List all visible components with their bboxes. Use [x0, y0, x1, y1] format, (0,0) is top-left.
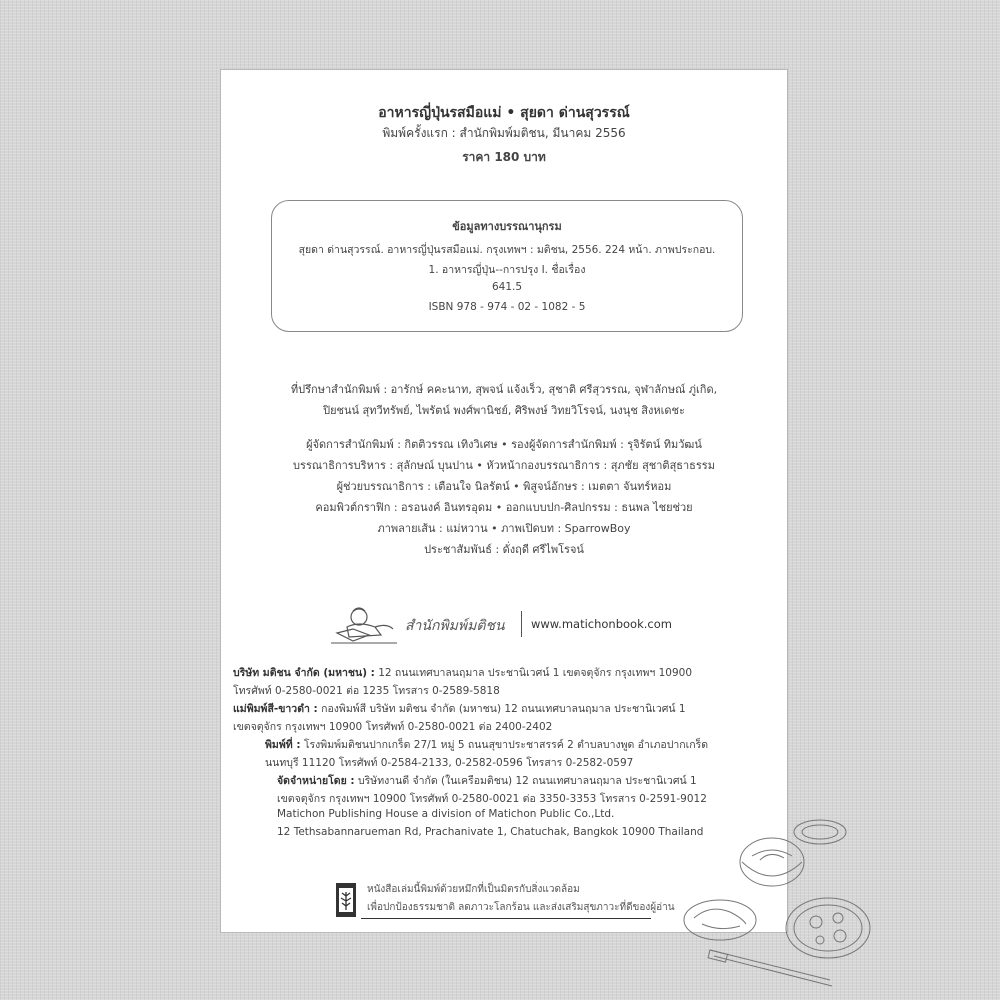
cataloging-line: ISBN 978 - 974 - 02 - 1082 - 5 — [428, 301, 586, 313]
publisher-line: 12 Tethsabannarueman Rd, Prachanivate 1, Chatuchak, Bangkok 10900 Thailand — [277, 826, 704, 838]
publisher-website: www.matichonbook.com — [531, 617, 672, 631]
eco-notice-line: เพื่อปกป้องธรรมชาติ ลดภาวะโลกร้อน และส่งเสริมสุขภาวะที่ดีของผู้อ่าน — [367, 902, 675, 913]
staff-line: ภาพลายเส้น : แม่หวาน • ภาพเปิดบท : SparrowBoy — [377, 522, 631, 535]
publisher-line: เขตจตุจักร กรุงเทพฯ 10900 โทรศัพท์ 0-2580-0021 ต่อ 2400-2402 — [233, 721, 553, 733]
publisher-line: บริษัท มติชน จำกัด (มหาชน) : 12 ถนนเทศบาลนฤมาล ประชานิเวศน์ 1 เขตจตุจักร กรุงเทพฯ 10900 — [233, 667, 692, 679]
staff-line: ผู้จัดการสำนักพิมพ์ : กิตติวรรณ เทิงวิเศษ • รองผู้จัดการสำนักพิมพ์ : รุจิรัตน์ ทิมวัฒน์ — [306, 438, 702, 451]
advisors-line: ปิยชนน์ สุทวีทรัพย์, ไพรัตน์ พงศ์พานิชย์, ศิริพงษ์ วิทยวิโรจน์, นงนุช สิงหเดชะ — [323, 404, 685, 417]
publisher-logo-text: สำนักพิมพ์มติชน — [405, 618, 505, 634]
staff-line: ผู้ช่วยบรรณาธิการ : เตือนใจ นิลรัตน์ • พิสูจน์อักษร : เมตตา จันทร์หอม — [336, 480, 672, 493]
publisher-line: โทรศัพท์ 0-2580-0021 ต่อ 1235 โทรสาร 0-2589-5818 — [233, 685, 500, 697]
recycle-leaf-book-icon — [335, 882, 357, 918]
staff-line: บรรณาธิการบริหาร : สุลักษณ์ บุนปาน • หัวหน้ากองบรรณาธิการ : สุภชัย สุชาติสุธาธรรม — [293, 459, 715, 472]
publisher-line: เขตจตุจักร กรุงเทพฯ 10900 โทรศัพท์ 0-2580-0021 ต่อ 3350-3353 โทรสาร 0-2591-9012 — [277, 793, 707, 805]
eco-rule — [361, 918, 651, 919]
food-sketch-illustration — [680, 800, 980, 990]
staff-line: ประชาสัมพันธ์ : ดั่งฤดี ศรีไพโรจน์ — [424, 543, 584, 556]
logo-divider — [521, 611, 522, 637]
publisher-logo-row — [329, 605, 689, 645]
cataloging-line: สุยดา ด่านสุวรรณ์. อาหารญี่ปุ่นรสมือแม่. กรุงเทพฯ : มติชน, 2556. 224 หน้า. ภาพประกอบ. — [298, 244, 716, 256]
publisher-line: แม่พิมพ์สี-ขาวดำ : กองพิมพ์สี บริษัท มติชน จำกัด (มหาชน) 12 ถนนเทศบาลนฤมาล ประชานิเวศน์ 1 — [233, 703, 686, 715]
publisher-line: พิมพ์ที่ : โรงพิมพ์มติชนปากเกร็ด 27/1 หมู่ 5 ถนนสุขาประชาสรรค์ 2 ตำบลบางพูด อำเภอปากเกร็ด — [265, 739, 709, 751]
publisher-line: นนทบุรี 11120 โทรศัพท์ 0-2584-2133, 0-2582-0596 โทรสาร 0-2582-0597 — [265, 757, 634, 769]
book-title: อาหารญี่ปุ่นรสมือแม่ • สุยดา ด่านสุวรรณ์ — [378, 105, 630, 121]
staff-line: คอมพิวต์กราฟิก : อรอนงค์ อินทรอุดม • ออกแบบปก-ศิลปกรรม : ธนพล ไชยช่วย — [315, 501, 693, 514]
cataloging-heading: ข้อมูลทางบรรณานุกรม — [452, 220, 562, 233]
publisher-line: จัดจำหน่ายโดย : บริษัทงานดี จำกัด (ในเครือมติชน) 12 ถนนเทศบาลนฤมาล ประชานิเวศน์ 1 — [277, 775, 697, 787]
publisher-line: Matichon Publishing House a division of Matichon Public Co.,Ltd. — [277, 808, 615, 820]
eco-notice-line: หนังสือเล่มนี้พิมพ์ด้วยหมึกที่เป็นมิตรกับสิ่งแวดล้อม — [367, 884, 580, 895]
first-print-line: พิมพ์ครั้งแรก : สำนักพิมพ์มติชน, มีนาคม 2556 — [382, 126, 626, 140]
cataloging-line: 641.5 — [491, 281, 523, 293]
cataloging-box — [271, 200, 743, 332]
reading-child-icon — [329, 605, 399, 645]
advisors-line: ที่ปรึกษาสำนักพิมพ์ : อารักษ์ คคะนาท, สุพจน์ แจ้งเร็ว, สุชาติ ศรีสุวรรณ, จุฬาลักษณ์ ภู่เกิด, — [290, 383, 718, 396]
cataloging-line: 1. อาหารญี่ปุ่น--การปรุง I. ชื่อเรื่อง — [428, 264, 586, 276]
price-line: ราคา 180 บาท — [462, 150, 546, 164]
